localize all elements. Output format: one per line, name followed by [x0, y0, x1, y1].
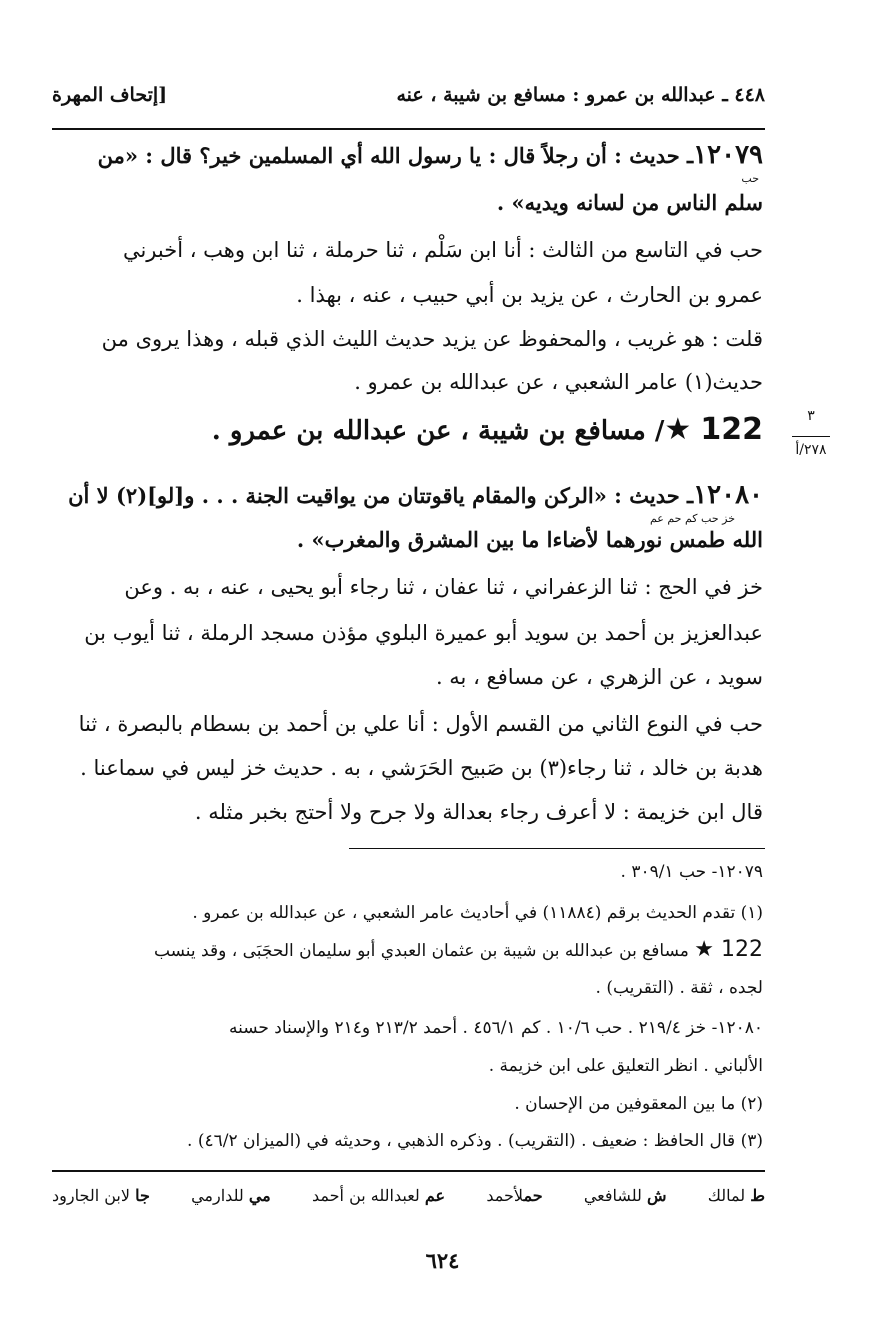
footnote: الألباني . انظر التعليق على ابن خزيمة . — [488, 1056, 763, 1076]
rawi-title — [212, 412, 763, 447]
hadith-text: ـ حديث : أن رجلاً قال : يا رسول الله أي المسلمين خير؟ قال : «من — [97, 143, 694, 168]
footnote: (٣) قال الحافظ : ضعيف . (التقريب) . وذكره الذهبي ، وحديثه في (الميزان ٤٦/٢) . — [187, 1131, 763, 1151]
header-rule — [52, 128, 765, 130]
legend-item: ش للشافعي — [583, 1186, 667, 1205]
footnote-text: مسافع بن عبدالله بن شيبة بن عثمان العبدي أبو سليمان الحجَبَى ، وقد ينسب — [153, 941, 689, 961]
legend-item: جا لابن الجارود — [52, 1186, 150, 1205]
rawi-number: 122 — [700, 412, 763, 447]
hadith-12079-abbr: حب — [741, 172, 759, 185]
hadith-12080-line-1 — [52, 480, 763, 510]
rawi-name: / مسافع بن شيبة ، عن عبدالله بن عمرو . — [211, 416, 665, 446]
hadith-12080-abbr: خز حب كم حم عم — [649, 512, 735, 525]
hadith-number: ١٢٠٨٠ — [693, 480, 763, 510]
footnote: (٢) ما بين المعقوفين من الإحسان . — [514, 1094, 763, 1114]
footnote: (١) تقدم الحديث برقم (١١٨٨٤) في أحاديث عامر الشعبي ، عن عبدالله بن عمرو . — [192, 903, 763, 923]
legend-rule — [52, 1170, 765, 1172]
footnote: لجده ، ثقة . (التقريب) . — [595, 978, 763, 998]
isnad-line: قال ابن خزيمة : لا أعرف رجاء بعدالة ولا جرح ولا أحتج بخبر مثله . — [194, 800, 763, 824]
isnad-line: سويد ، عن الزهري ، عن مسافع ، به . — [435, 665, 763, 689]
legend-item: عم لعبدالله بن أحمد — [312, 1186, 446, 1205]
isnad-line: حب في النوع الثاني من القسم الأول : أنا علي بن أحمد بن بسطام بالبصرة ، ثنا — [78, 712, 763, 736]
isnad-line: حديث(١) عامر الشعبي ، عن عبدالله بن عمرو . — [354, 370, 763, 394]
running-header-title: ٤٤٨ ـ عبدالله بن عمرو : مسافع بن شيبة ، عنه — [396, 84, 765, 106]
page-number: ٦٢٤ — [425, 1248, 460, 1273]
isnad-line: خز في الحج : ثنا الزعفراني ، ثنا عفان ، ثنا رجاء أبو يحيى ، عنه ، به . وعن — [124, 575, 763, 599]
isnad-line: قلت : هو غريب ، والمحفوظ عن يزيد حديث الليث الذي قبله ، وهذا يروى من — [101, 327, 763, 351]
star-icon: ★ — [664, 412, 692, 447]
hadith-12080-line-2: الله طمس نورهما لأضاءا ما بين المشرق والمغرب» . — [296, 527, 763, 552]
footnote: ١٢٠٧٩- حب ٣٠٩/١ . — [620, 862, 763, 882]
legend-item: مي للدارمي — [191, 1186, 271, 1205]
hadith-number: ١٢٠٧٩ — [693, 140, 763, 170]
footnote-star-number: 122 ★ — [694, 937, 763, 962]
footnote: ١٢٠٨٠- خز ٢١٩/٤ . حب ١٠/٦ . كم ٤٥٦/١ . أحمد ٢١٣/٢ و٢١٤ والإسناد حسنه — [228, 1018, 763, 1038]
hadith-text: ـ حديث : «الركن والمقام ياقوتتان من يواقيت الجنة . . . و[لو](٢) لا أن — [68, 483, 694, 508]
isnad-line: عبدالعزيز بن أحمد بن سويد أبو عميرة البلوي مؤذن مسجد الرملة ، ثنا أيوب بن — [84, 621, 763, 645]
hadith-12079-line-1 — [52, 140, 763, 170]
legend-item: ط لمالك — [707, 1186, 765, 1205]
footnote-separator — [349, 848, 765, 849]
margin-note-top: ٣ — [807, 408, 815, 424]
legend-item: حملأحمد — [486, 1186, 543, 1205]
margin-note-rule — [792, 436, 830, 437]
abbreviation-legend — [52, 1186, 765, 1205]
isnad-line: هدبة بن خالد ، ثنا رجاء(٣) بن صَبيح الحَرَشي ، به . حديث خز ليس في سماعنا . — [80, 756, 763, 780]
margin-note-bottom: ٢٧٨/أ — [795, 442, 827, 458]
running-header-book: [إتحاف المهرة — [52, 84, 168, 106]
isnad-line: حب في التاسع من الثالث : أنا ابن سَلْم ، ثنا حرملة ، ثنا ابن وهب ، أخبرني — [122, 238, 763, 262]
footnote — [52, 937, 763, 962]
hadith-12079-line-2: سلم الناس من لسانه ويديه» . — [496, 190, 763, 215]
isnad-line: عمرو بن الحارث ، عن يزيد بن أبي حبيب ، عنه ، بهذا . — [296, 283, 763, 307]
